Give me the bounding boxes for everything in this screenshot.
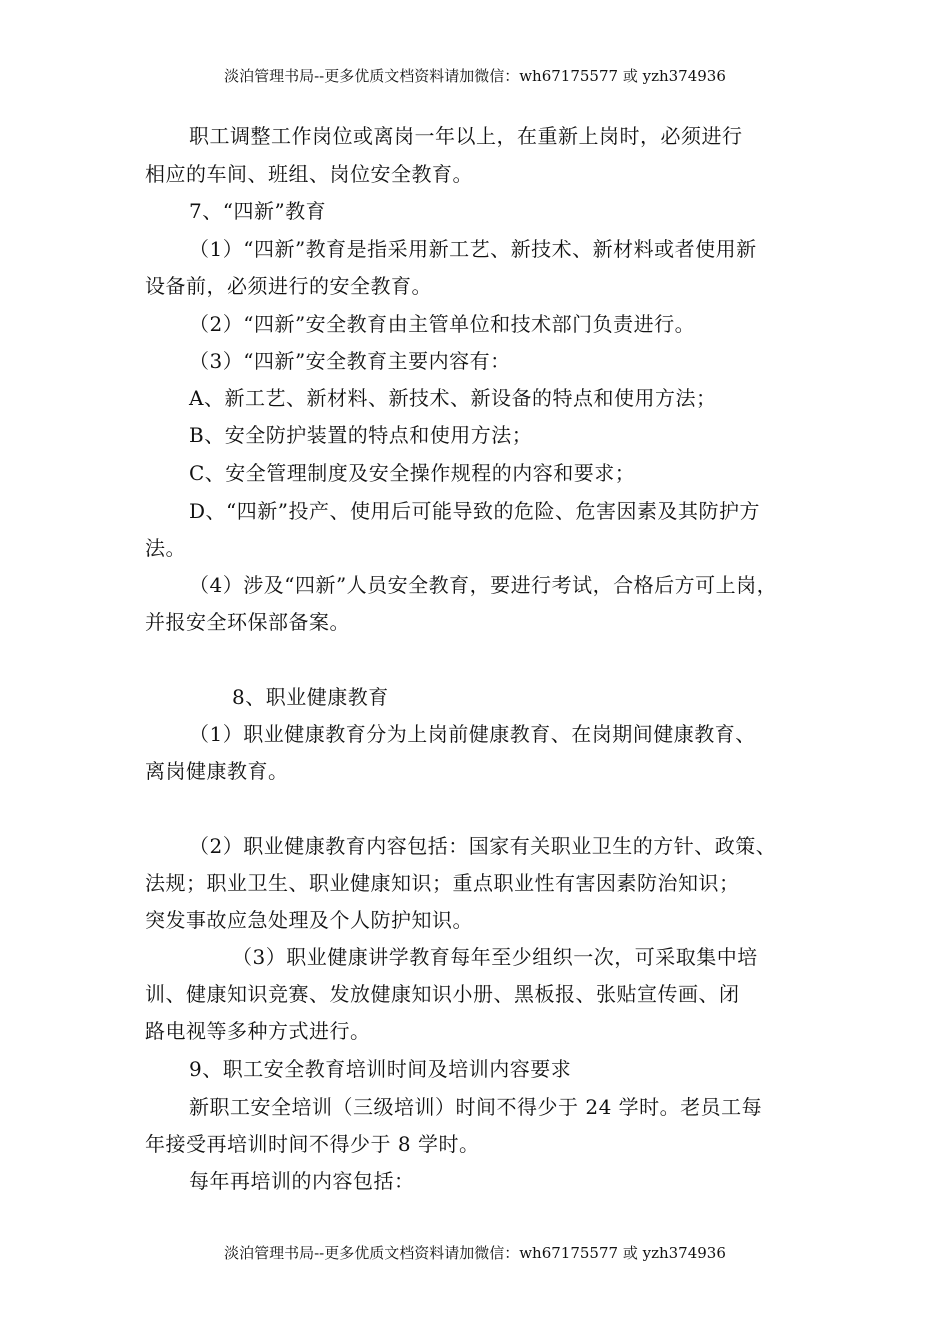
paragraph-line: 突发事故应急处理及个人防护知识。 bbox=[145, 908, 473, 932]
list-item: D、“四新”投产、使用后可能导致的危险、危害因素及其防护方 bbox=[189, 499, 760, 523]
section-heading-9: 9、职工安全教育培训时间及培训内容要求 bbox=[189, 1057, 572, 1081]
paragraph-line: 路电视等多种方式进行。 bbox=[145, 1019, 371, 1043]
list-item: A、新工艺、新材料、新技术、新设备的特点和使用方法； bbox=[189, 386, 717, 410]
paragraph-line: （1）职业健康教育分为上岗前健康教育、在岗期间健康教育、 bbox=[189, 722, 756, 746]
paragraph-line: （2）“四新”安全教育由主管单位和技术部门负责进行。 bbox=[189, 312, 696, 336]
section-heading-7: 7、“四新”教育 bbox=[189, 199, 327, 223]
page-footer: 淡泊管理书局--更多优质文档资料请加微信：wh67175577 或 yzh374936 bbox=[224, 1244, 726, 1262]
paragraph-line: 新职工安全培训（三级培训）时间不得少于 24 学时。老员工每 bbox=[189, 1095, 763, 1119]
paragraph-line: 离岗健康教育。 bbox=[145, 759, 289, 783]
paragraph-line: 年接受再培训时间不得少于 8 学时。 bbox=[145, 1132, 480, 1156]
paragraph-line: 设备前，必须进行的安全教育。 bbox=[145, 274, 432, 298]
paragraph-line: （2）职业健康教育内容包括：国家有关职业卫生的方针、政策、 bbox=[189, 834, 777, 858]
paragraph-line: （4）涉及“四新”人员安全教育，要进行考试，合格后方可上岗， bbox=[189, 573, 778, 597]
paragraph-line: （3）职业健康讲学教育每年至少组织一次，可采取集中培 bbox=[232, 945, 758, 969]
paragraph-line: 并报安全环保部备案。 bbox=[145, 610, 350, 634]
paragraph-line: 训、健康知识竞赛、发放健康知识小册、黑板报、张贴宣传画、闭 bbox=[145, 982, 740, 1006]
list-item: B、安全防护装置的特点和使用方法； bbox=[189, 423, 533, 447]
page-header: 淡泊管理书局--更多优质文档资料请加微信：wh67175577 或 yzh374936 bbox=[224, 67, 726, 85]
paragraph-line: （3）“四新”安全教育主要内容有： bbox=[189, 349, 511, 373]
paragraph-line: 法规；职业卫生、职业健康知识；重点职业性有害因素防治知识； bbox=[145, 871, 740, 895]
paragraph-line: 每年再培训的内容包括： bbox=[189, 1169, 415, 1193]
list-item: C、安全管理制度及安全操作规程的内容和要求； bbox=[189, 461, 636, 485]
paragraph-line: 职工调整工作岗位或离岗一年以上，在重新上岗时，必须进行 bbox=[189, 124, 743, 148]
paragraph-line: 相应的车间、班组、岗位安全教育。 bbox=[145, 162, 473, 186]
section-heading-8: 8、职业健康教育 bbox=[232, 685, 389, 709]
paragraph-line: （1）“四新”教育是指采用新工艺、新技术、新材料或者使用新 bbox=[189, 237, 757, 261]
paragraph-line: 法。 bbox=[145, 536, 186, 560]
